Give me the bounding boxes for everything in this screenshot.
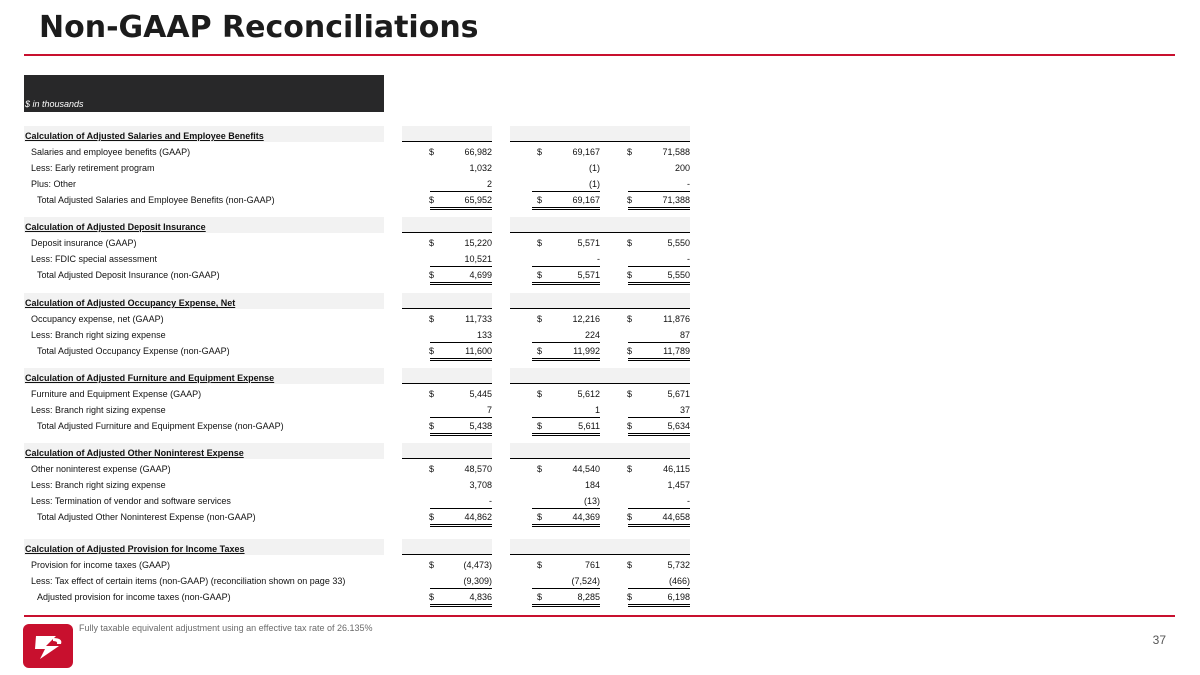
row-label: Less: Branch right sizing expense bbox=[31, 330, 166, 340]
row-label: Other noninterest expense (GAAP) bbox=[31, 464, 171, 474]
double-underline bbox=[532, 604, 600, 605]
section-band bbox=[510, 443, 690, 459]
currency-symbol: $ bbox=[429, 421, 435, 431]
subtotal-underline bbox=[430, 266, 492, 267]
value-cell: 5,634 bbox=[667, 421, 690, 431]
double-underline bbox=[628, 209, 690, 210]
value-cell: 46,115 bbox=[663, 464, 690, 474]
currency-symbol: $ bbox=[537, 238, 543, 248]
section-rule bbox=[510, 141, 690, 142]
section-band bbox=[510, 539, 690, 555]
subtotal-underline bbox=[430, 417, 492, 418]
column-quarter: 4Q bbox=[440, 82, 453, 92]
value-cell: 3,708 bbox=[469, 480, 492, 490]
section-title: Calculation of Adjusted Other Noninterest Expense bbox=[25, 448, 244, 458]
double-underline bbox=[532, 435, 600, 436]
value-cell: 11,789 bbox=[663, 346, 690, 356]
value-cell: 48,570 bbox=[464, 464, 492, 474]
value-cell: (13) bbox=[583, 496, 600, 506]
currency-symbol: $ bbox=[429, 314, 435, 324]
section-band bbox=[510, 126, 690, 142]
subtotal-underline bbox=[628, 191, 690, 192]
value-cell: 6,198 bbox=[667, 592, 690, 602]
units-label: $ in thousands bbox=[25, 99, 84, 109]
value-cell: 7 bbox=[486, 405, 492, 415]
value-cell: 5,671 bbox=[667, 389, 690, 399]
currency-symbol: $ bbox=[537, 592, 543, 602]
double-underline bbox=[430, 284, 492, 285]
currency-symbol: $ bbox=[537, 147, 543, 157]
currency-symbol: $ bbox=[429, 592, 435, 602]
section-band bbox=[402, 539, 492, 555]
value-cell: 37 bbox=[679, 405, 690, 415]
currency-symbol: $ bbox=[429, 147, 435, 157]
double-underline bbox=[628, 526, 690, 527]
subtotal-underline bbox=[430, 342, 492, 343]
value-cell: (466) bbox=[668, 576, 690, 586]
section-rule bbox=[510, 308, 690, 309]
value-cell: 8,285 bbox=[577, 592, 600, 602]
section-title: Calculation of Adjusted Furniture and Equipment Expense bbox=[25, 373, 275, 383]
currency-symbol: $ bbox=[627, 389, 633, 399]
double-underline bbox=[628, 358, 690, 359]
title-divider bbox=[24, 54, 1175, 56]
section-band bbox=[402, 217, 492, 233]
currency-symbol: $ bbox=[537, 421, 543, 431]
currency-symbol: $ bbox=[429, 270, 435, 280]
subtotal-underline bbox=[430, 588, 492, 589]
value-cell: 69,167 bbox=[572, 195, 600, 205]
section-rule bbox=[402, 141, 492, 142]
value-cell: - bbox=[687, 496, 690, 506]
double-underline bbox=[430, 524, 492, 525]
subtotal-underline bbox=[532, 191, 600, 192]
value-cell: - bbox=[489, 496, 492, 506]
row-label: Deposit insurance (GAAP) bbox=[31, 238, 137, 248]
double-underline bbox=[628, 284, 690, 285]
total-row-label: Total Adjusted Salaries and Employee Benefits (non-GAAP) bbox=[37, 195, 275, 205]
currency-symbol: $ bbox=[537, 389, 543, 399]
currency-symbol: $ bbox=[537, 346, 543, 356]
section-band bbox=[510, 368, 690, 384]
double-underline bbox=[430, 433, 492, 434]
double-underline bbox=[532, 526, 600, 527]
value-cell: 10,521 bbox=[464, 254, 492, 264]
currency-symbol: $ bbox=[627, 464, 633, 474]
row-label: Occupancy expense, net (GAAP) bbox=[31, 314, 164, 324]
double-underline bbox=[430, 604, 492, 605]
double-underline bbox=[532, 284, 600, 285]
value-cell: 1 bbox=[594, 405, 600, 415]
double-underline bbox=[532, 606, 600, 607]
subtotal-underline bbox=[532, 417, 600, 418]
currency-symbol: $ bbox=[429, 195, 435, 205]
value-cell: 5,732 bbox=[667, 560, 690, 570]
currency-symbol: $ bbox=[429, 346, 435, 356]
currency-symbol: $ bbox=[429, 512, 435, 522]
section-rule bbox=[510, 458, 690, 459]
subtotal-underline bbox=[532, 588, 600, 589]
value-cell: 5,571 bbox=[577, 238, 600, 248]
currency-symbol: $ bbox=[627, 195, 633, 205]
value-cell: 65,952 bbox=[464, 195, 492, 205]
value-cell: - bbox=[597, 254, 600, 264]
value-cell: 4,836 bbox=[469, 592, 492, 602]
section-rule bbox=[510, 232, 690, 233]
currency-symbol: $ bbox=[627, 421, 633, 431]
subtotal-underline bbox=[532, 508, 600, 509]
column-year: 2024 bbox=[634, 99, 656, 109]
total-row-label: Total Adjusted Deposit Insurance (non-GAAP) bbox=[37, 270, 220, 280]
double-underline bbox=[628, 282, 690, 283]
column-year: 2024 bbox=[544, 99, 566, 109]
column-year: 2023 bbox=[436, 99, 458, 109]
currency-symbol: $ bbox=[537, 464, 543, 474]
value-cell: 133 bbox=[476, 330, 492, 340]
section-band bbox=[510, 217, 690, 233]
footer-divider bbox=[24, 615, 1175, 617]
section-band bbox=[510, 293, 690, 309]
value-cell: 5,445 bbox=[469, 389, 492, 399]
row-label: Less: Branch right sizing expense bbox=[31, 480, 166, 490]
subtotal-underline bbox=[628, 266, 690, 267]
currency-symbol: $ bbox=[627, 592, 633, 602]
total-row-label: Total Adjusted Other Noninterest Expense (non-GAAP) bbox=[37, 512, 256, 522]
row-label: Less: FDIC special assessment bbox=[31, 254, 158, 264]
row-label: Furniture and Equipment Expense (GAAP) bbox=[31, 389, 202, 399]
subtotal-underline bbox=[430, 508, 492, 509]
bank-logo-icon bbox=[23, 624, 73, 668]
subtotal-underline bbox=[628, 508, 690, 509]
currency-symbol: $ bbox=[627, 270, 633, 280]
value-cell: 4,699 bbox=[469, 270, 492, 280]
value-cell: 15,220 bbox=[464, 238, 492, 248]
column-quarter: 3Q bbox=[548, 82, 561, 92]
currency-symbol: $ bbox=[537, 314, 543, 324]
subtotal-underline bbox=[628, 588, 690, 589]
row-label: Provision for income taxes (GAAP) bbox=[31, 560, 171, 570]
subtotal-underline bbox=[532, 266, 600, 267]
section-title: Calculation of Adjusted Deposit Insurance bbox=[25, 222, 206, 232]
section-rule bbox=[402, 232, 492, 233]
double-underline bbox=[532, 524, 600, 525]
value-cell: 87 bbox=[679, 330, 690, 340]
value-cell: - bbox=[687, 179, 690, 189]
double-underline bbox=[430, 209, 492, 210]
row-label: Less: Tax effect of certain items (non-GAAP) (reconciliation shown on page 33) bbox=[31, 576, 346, 586]
section-rule bbox=[510, 383, 690, 384]
section-band bbox=[402, 293, 492, 309]
currency-symbol: $ bbox=[429, 464, 435, 474]
footnote: Fully taxable equivalent adjustment using an effective tax rate of 26.135% bbox=[79, 623, 373, 633]
section-rule bbox=[402, 383, 492, 384]
subtotal-underline bbox=[532, 342, 600, 343]
value-cell: 11,876 bbox=[663, 314, 690, 324]
page-title: Non-GAAP Reconciliations bbox=[39, 10, 479, 45]
value-cell: 11,600 bbox=[465, 346, 492, 356]
section-band bbox=[402, 443, 492, 459]
value-cell: (1) bbox=[589, 163, 600, 173]
double-underline bbox=[532, 209, 600, 210]
value-cell: - bbox=[687, 254, 690, 264]
currency-symbol: $ bbox=[537, 270, 543, 280]
value-cell: 5,550 bbox=[667, 270, 690, 280]
value-cell: 184 bbox=[584, 480, 600, 490]
double-underline bbox=[532, 358, 600, 359]
section-rule bbox=[402, 554, 492, 555]
section-title: Calculation of Adjusted Provision for Income Taxes bbox=[25, 544, 245, 554]
subtotal-underline bbox=[628, 417, 690, 418]
value-cell: 44,540 bbox=[572, 464, 600, 474]
currency-symbol: $ bbox=[627, 560, 633, 570]
value-cell: 69,167 bbox=[572, 147, 600, 157]
value-cell: 5,611 bbox=[578, 421, 600, 431]
double-underline bbox=[532, 433, 600, 434]
double-underline bbox=[532, 207, 600, 208]
value-cell: 44,862 bbox=[464, 512, 492, 522]
currency-symbol: $ bbox=[537, 560, 543, 570]
value-cell: 5,438 bbox=[469, 421, 492, 431]
total-row-label: Total Adjusted Furniture and Equipment Expense (non-GAAP) bbox=[37, 421, 284, 431]
double-underline bbox=[628, 604, 690, 605]
double-underline bbox=[628, 433, 690, 434]
double-underline bbox=[532, 282, 600, 283]
row-label: Less: Termination of vendor and software services bbox=[31, 496, 231, 506]
value-cell: 5,612 bbox=[577, 389, 600, 399]
currency-symbol: $ bbox=[627, 512, 633, 522]
column-header-4q-2023 bbox=[402, 75, 492, 112]
value-cell: 44,369 bbox=[572, 512, 600, 522]
value-cell: 66,982 bbox=[464, 147, 492, 157]
value-cell: 224 bbox=[584, 330, 600, 340]
value-cell: (7,524) bbox=[571, 576, 600, 586]
currency-symbol: $ bbox=[429, 238, 435, 248]
currency-symbol: $ bbox=[627, 346, 633, 356]
value-cell: 761 bbox=[584, 560, 600, 570]
double-underline bbox=[532, 360, 600, 361]
value-cell: 12,216 bbox=[572, 314, 600, 324]
row-label: Less: Early retirement program bbox=[31, 163, 155, 173]
double-underline bbox=[430, 606, 492, 607]
value-cell: 71,388 bbox=[662, 195, 690, 205]
column-quarter: 4Q bbox=[638, 82, 651, 92]
double-underline bbox=[628, 524, 690, 525]
value-cell: (4,473) bbox=[463, 560, 492, 570]
value-cell: 5,571 bbox=[577, 270, 600, 280]
currency-symbol: $ bbox=[429, 389, 435, 399]
value-cell: 71,588 bbox=[662, 147, 690, 157]
row-label: Salaries and employee benefits (GAAP) bbox=[31, 147, 191, 157]
value-cell: 200 bbox=[674, 163, 690, 173]
double-underline bbox=[628, 606, 690, 607]
double-underline bbox=[430, 360, 492, 361]
section-title: Calculation of Adjusted Salaries and Employee Benefits bbox=[25, 131, 264, 141]
value-cell: (1) bbox=[589, 179, 600, 189]
section-band bbox=[402, 126, 492, 142]
value-cell: 1,032 bbox=[469, 163, 492, 173]
double-underline bbox=[430, 358, 492, 359]
double-underline bbox=[628, 207, 690, 208]
double-underline bbox=[430, 435, 492, 436]
currency-symbol: $ bbox=[537, 512, 543, 522]
column-header-3q-2024 bbox=[510, 75, 600, 112]
currency-symbol: $ bbox=[627, 147, 633, 157]
double-underline bbox=[430, 282, 492, 283]
column-header-4q-2024 bbox=[600, 75, 690, 112]
section-rule bbox=[402, 458, 492, 459]
currency-symbol: $ bbox=[537, 195, 543, 205]
total-row-label: Adjusted provision for income taxes (non-GAAP) bbox=[37, 592, 231, 602]
value-cell: 11,733 bbox=[465, 314, 492, 324]
row-label: Plus: Other bbox=[31, 179, 77, 189]
double-underline bbox=[628, 360, 690, 361]
row-label: Less: Branch right sizing expense bbox=[31, 405, 166, 415]
value-cell: 2 bbox=[486, 179, 492, 189]
value-cell: (9,309) bbox=[463, 576, 492, 586]
page-number: 37 bbox=[1152, 633, 1166, 647]
double-underline bbox=[430, 526, 492, 527]
section-rule bbox=[510, 554, 690, 555]
subtotal-underline bbox=[430, 191, 492, 192]
double-underline bbox=[628, 435, 690, 436]
subtotal-underline bbox=[628, 342, 690, 343]
currency-symbol: $ bbox=[627, 314, 633, 324]
value-cell: 44,658 bbox=[662, 512, 690, 522]
total-row-label: Total Adjusted Occupancy Expense (non-GAAP) bbox=[37, 346, 230, 356]
value-cell: 11,992 bbox=[573, 346, 600, 356]
value-cell: 5,550 bbox=[667, 238, 690, 248]
double-underline bbox=[430, 207, 492, 208]
currency-symbol: $ bbox=[429, 560, 435, 570]
currency-symbol: $ bbox=[627, 238, 633, 248]
value-cell: 1,457 bbox=[667, 480, 690, 490]
section-band bbox=[402, 368, 492, 384]
section-rule bbox=[402, 308, 492, 309]
section-title: Calculation of Adjusted Occupancy Expense, Net bbox=[25, 298, 236, 308]
